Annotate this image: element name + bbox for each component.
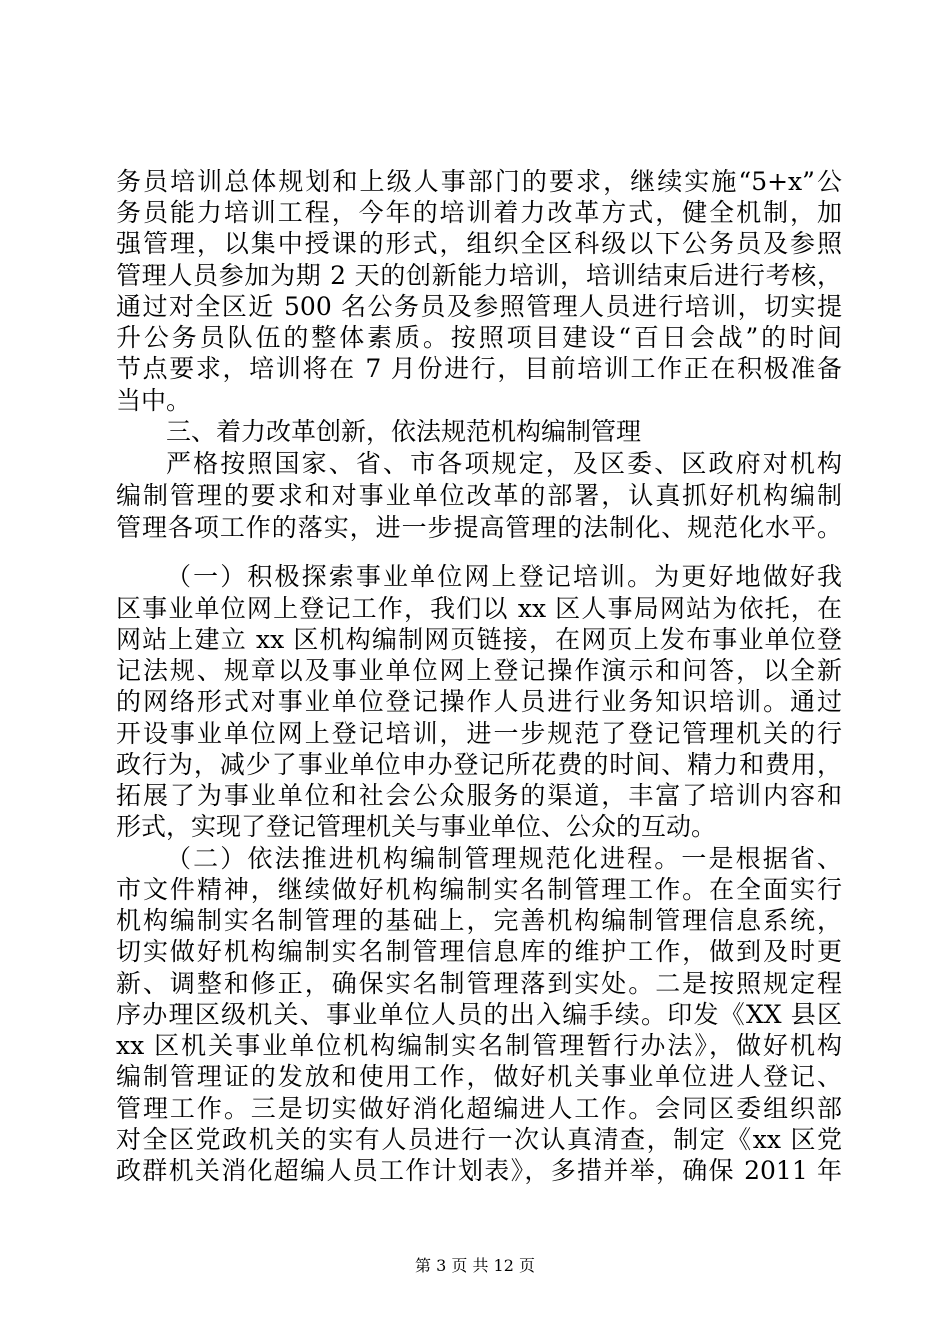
paragraph-line: 通过对全区近 500 名公务员及参照管理人员进行培训，切实提 — [116, 292, 842, 321]
paragraph-line: 务员能力培训工程，今年的培训着力改革方式，健全机制，加 — [116, 198, 842, 227]
paragraph-line: xx 区机关事业单位机构编制实名制管理暂行办法》，做好机构 — [116, 1031, 842, 1060]
paragraph-line: 切实做好机构编制实名制管理信息库的维护工作，做到及时更 — [116, 937, 842, 966]
paragraph-line: 管理工作。三是切实做好消化超编进人工作。会同区委组织部 — [116, 1094, 842, 1123]
paragraph-line: 网站上建立 xx 区机构编制网页链接，在网页上发布事业单位登 — [116, 625, 842, 654]
paragraph-line: 强管理，以集中授课的形式，组织全区科级以下公务员及参照 — [116, 229, 842, 258]
paragraph-line: 升公务员队伍的整体素质。按照项目建设“百日会战”的时间 — [116, 323, 842, 352]
paragraph-line: 形式，实现了登记管理机关与事业单位、公众的互动。 — [116, 812, 717, 841]
page-footer: 第 3 页 共 12 页 — [415, 1256, 535, 1275]
paragraph-line: 拓展了为事业单位和社会公众服务的渠道，丰富了培训内容和 — [116, 781, 842, 810]
paragraph-line: 务员培训总体规划和上级人事部门的要求，继续实施“5+x”公 — [116, 167, 842, 196]
paragraph-line: 新、调整和修正，确保实名制管理落到实处。二是按照规定程 — [116, 969, 842, 998]
paragraph-line: 编制管理的要求和对事业单位改革的部署，认真抓好机构编制 — [116, 481, 842, 510]
paragraph-first-line: 严格按照国家、省、市各项规定，及区委、区政府对机构 — [166, 449, 842, 478]
paragraph-first-line: 三、着力改革创新，依法规范机构编制管理 — [166, 417, 642, 446]
paragraph-line: 序办理区级机关、事业单位人员的出入编手续。印发《XX 县区 — [116, 1000, 842, 1029]
paragraph-line: 机构编制实名制管理的基础上，完善机构编制管理信息系统， — [116, 906, 842, 935]
paragraph-line: 当中。 — [116, 386, 192, 415]
paragraph-line: 管理各项工作的落实，进一步提高管理的法制化、规范化水平。 — [116, 513, 842, 542]
paragraph-line: 市文件精神，继续做好机构编制实名制管理工作。在全面实行 — [116, 875, 842, 904]
paragraph-line: 对全区党政机关的实有人员进行一次认真清查，制定《xx 区党 — [116, 1125, 842, 1154]
paragraph-line: 编制管理证的发放和使用工作，做好机关事业单位进人登记、 — [116, 1062, 842, 1091]
paragraph-line: 的网络形式对事业单位登记操作人员进行业务知识培训。通过 — [116, 687, 842, 716]
paragraph-line: 管理人员参加为期 2 天的创新能力培训，培训结束后进行考核， — [116, 261, 842, 290]
paragraph-line: 记法规、规章以及事业单位网上登记操作演示和问答，以全新 — [116, 656, 842, 685]
paragraph-line: 区事业单位网上登记工作，我们以 xx 区人事局网站为依托，在 — [116, 594, 842, 623]
paragraph-line: 政行为，减少了事业单位申办登记所花费的时间、精力和费用， — [116, 750, 842, 779]
paragraph-first-line: （一）积极探索事业单位网上登记培训。为更好地做好我 — [166, 562, 842, 591]
paragraph-line: 开设事业单位网上登记培训，进一步规范了登记管理机关的行 — [116, 719, 842, 748]
paragraph-first-line: （二）依法推进机构编制管理规范化进程。一是根据省、 — [166, 844, 842, 873]
paragraph-line: 节点要求，培训将在 7 月份进行，目前培训工作正在积极准备 — [116, 354, 842, 383]
paragraph-line: 政群机关消化超编人员工作计划表》，多措并举，确保 2011 年 — [116, 1156, 842, 1185]
